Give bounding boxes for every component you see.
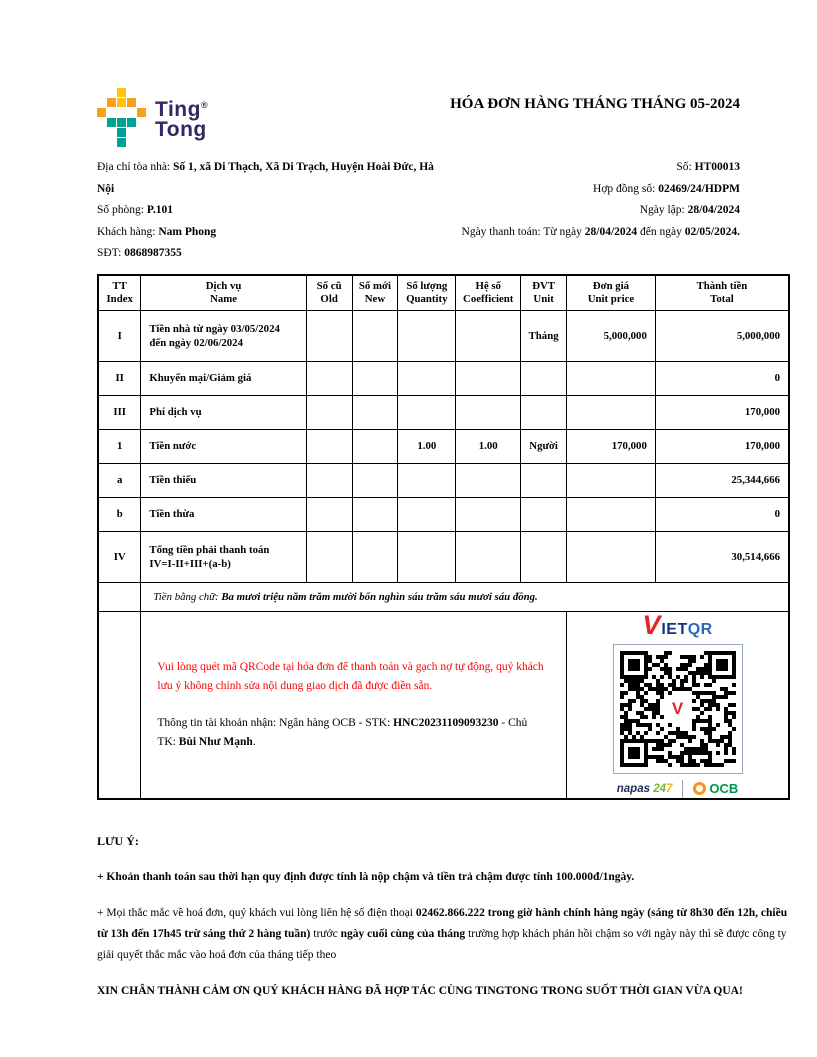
col-header-unit-price: Đơn giá Unit price <box>567 275 656 311</box>
table-row: III Phí dịch vụ 170,000 <box>98 395 789 429</box>
col-header-total: Thành tiền Total <box>655 275 789 311</box>
issue-date-line: Ngày lập: 28/04/2024 <box>639 204 740 216</box>
col-header-unit: ĐVT Unit <box>521 275 567 311</box>
col-header-quantity: Số lượng Quantity <box>398 275 456 311</box>
col-header-index: TT Index <box>98 275 141 311</box>
payment-instructions <box>141 611 567 799</box>
wordmark-tong: Tong <box>155 118 207 141</box>
invoice-info <box>97 157 790 265</box>
ocb-ring-icon <box>693 782 706 795</box>
wordmark-ting: Ting <box>155 98 201 121</box>
table-header-row <box>98 275 789 311</box>
col-header-coefficient: Hệ số Coefficient <box>456 275 521 311</box>
notes-heading: LƯU Ý: <box>97 833 139 848</box>
thank-you-message: XIN CHÂN THÀNH CẢM ƠN QUÝ KHÁCH HÀNG ĐÃ HỢP TÁC CÙNG TINGTONG TRONG SUỐT THỜI GIAN VỪA QUA! <box>97 984 743 997</box>
qr-code <box>613 644 743 774</box>
vietqr-panel <box>567 611 789 799</box>
table-row-grand-total: IV Tổng tiền phải thanh toán IV=I-II+III+(a-b) 30,514,666 <box>98 531 789 582</box>
contact-note: + Mọi thắc mắc về hoá đơn, quý khách vui lòng liên hệ số điện thoại 02462.866.222 trong giờ hành chính hàng ngày (sáng từ 8h30 đến 12h, chiều từ 13h đến 17h45 trừ sáng thứ 2 hàng tuần) trước ngày cuối cùng của tháng trường hợp khách phản hồi chậm so với ngày này thì sẽ được công ty giải quyết thắc mắc vào hoá đơn của tháng tiếp theo <box>97 906 788 961</box>
invoice-info-left <box>97 157 442 265</box>
amount-in-words: Tiền bằng chữ: Ba mươi triệu năm trăm mười bốn nghìn sáu trăm sáu mươi sáu đồng. <box>141 582 789 611</box>
account-info: Thông tin tài khoản nhận: Ngân hàng OCB - STK: HNC20231109093230 - Chủ TK: Bùi Như Mạnh. <box>157 716 528 748</box>
logo-divider <box>682 780 683 798</box>
tingtong-logo-icon <box>97 88 146 147</box>
tingtong-wordmark <box>155 95 208 140</box>
qr-warning-note: Vui lòng quét mã QRCode tại hóa đơn để thanh toán và gạch nợ tự động, quý khách lưu ý không chỉnh sửa nội dung giao dịch đã được điền sẵn. <box>157 660 544 692</box>
building-address-line: Địa chỉ tòa nhà: Số 1, xã Di Thạch, Xã Di Trạch, Huyện Hoài Đức, Hà Nội <box>97 161 434 195</box>
col-header-old: Số cũ Old <box>306 275 352 311</box>
invoice-info-right <box>442 157 790 265</box>
room-number-value: P.101 <box>146 204 173 216</box>
amount-in-words-row <box>98 582 789 611</box>
vietqr-center-v-icon: V <box>671 698 684 718</box>
room-number-line: Số phòng: P.101 <box>97 204 173 216</box>
napas-247-logo: napas 247 <box>616 782 673 795</box>
table-row: II Khuyến mại/Giảm giá 0 <box>98 361 789 395</box>
table-row: 1 Tiền nước 1.00 1.00 Người 170,000 170,000 <box>98 429 789 463</box>
ocb-bank-logo: OCB <box>693 781 738 796</box>
vietqr-logo: V IET QR <box>642 609 713 640</box>
invoice-table <box>97 274 790 800</box>
col-header-name: Dịch vụ Name <box>141 275 306 311</box>
invoice-number-value: HT00013 <box>694 161 740 173</box>
late-payment-note: + Khoản thanh toán sau thời hạn quy định được tính là nộp chậm và tiền trả chậm được tính 100.000đ/1ngày. <box>97 870 635 883</box>
payment-partner-logos <box>567 780 788 798</box>
phone-line: SĐT: 0868987355 <box>97 247 182 259</box>
document-title: HÓA ĐƠN HÀNG THÁNG THÁNG 05-2024 <box>450 96 740 112</box>
customer-value: Nam Phong <box>158 225 217 238</box>
payment-date-line: Ngày thanh toán: Từ ngày 28/04/2024 đến ngày 02/05/2024. <box>461 225 740 238</box>
account-number: HNC20231109093230 <box>393 716 499 729</box>
col-header-new: Số mới New <box>352 275 398 311</box>
account-holder: Bùi Như Mạnh <box>178 735 253 748</box>
contract-number-line: Hợp đồng số: 02469/24/HDPM <box>593 182 740 195</box>
header <box>97 88 790 147</box>
tingtong-logo <box>97 88 208 147</box>
table-row: I Tiền nhà từ ngày 03/05/2024 đến ngày 02/06/2024 Tháng 5,000,000 5,000,000 <box>98 310 789 361</box>
contract-number-value: 02469/24/HDPM <box>658 182 740 195</box>
issue-date-value: 28/04/2024 <box>687 204 740 216</box>
hotline-number: 02462.866.222 trong giờ hành chính hàng ngày (sáng từ 8h30 đến 12h, chiều từ 13h đến 17h45 trừ sáng thứ 2 hàng tuần) <box>97 906 788 940</box>
customer-line: Khách hàng: Nam Phong <box>97 225 217 238</box>
payment-qr-row <box>98 611 789 799</box>
table-row: b Tiền thừa 0 <box>98 497 789 531</box>
registered-mark: ® <box>200 100 209 110</box>
footer-notes <box>97 831 790 1002</box>
phone-value: 0868987355 <box>124 247 182 259</box>
table-row: a Tiền thiếu 25,344,666 <box>98 463 789 497</box>
building-address-value: Số 1, xã Di Thạch, Xã Di Trạch, Huyện Hoài Đức, Hà Nội <box>97 161 434 195</box>
invoice-number-line: Số: HT00013 <box>676 161 740 173</box>
